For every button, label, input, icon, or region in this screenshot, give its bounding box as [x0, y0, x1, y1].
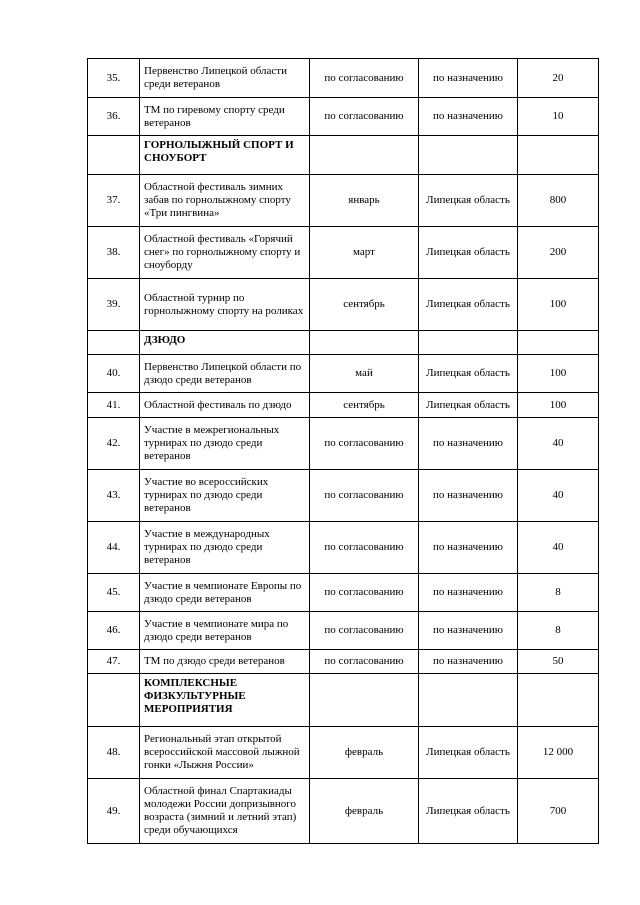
table-row	[88, 470, 599, 522]
table-row	[88, 727, 599, 779]
participant-count: 20	[518, 59, 599, 98]
event-date: по согласованию	[310, 470, 419, 522]
section-row	[88, 136, 599, 175]
event-date: февраль	[310, 779, 419, 844]
participant-count: 100	[518, 393, 599, 418]
section-row	[88, 674, 599, 727]
event-name: Участие в международных турнирах по дзюдо среди ветеранов	[140, 522, 310, 574]
event-place: Липецкая область	[419, 727, 518, 779]
table-row	[88, 355, 599, 393]
event-place: Липецкая область	[419, 175, 518, 227]
events-table	[87, 58, 599, 844]
event-date: по согласованию	[310, 418, 419, 470]
event-name: Областной фестиваль зимних забав по горнолыжному спорту «Три пингвина»	[140, 175, 310, 227]
event-place: Липецкая область	[419, 779, 518, 844]
table-row	[88, 227, 599, 279]
event-name: Областной фестиваль по дзюдо	[140, 393, 310, 418]
participant-count: 40	[518, 522, 599, 574]
event-name: Участие в чемпионате Европы по дзюдо среди ветеранов	[140, 574, 310, 612]
section-row	[88, 331, 599, 355]
table-row	[88, 59, 599, 98]
row-number: 43.	[88, 470, 140, 522]
event-date: по согласованию	[310, 98, 419, 136]
participant-count: 100	[518, 355, 599, 393]
event-date: по согласованию	[310, 574, 419, 612]
table-row	[88, 650, 599, 674]
row-number: 41.	[88, 393, 140, 418]
event-name: Участие во всероссийских турнирах по дзюдо среди ветеранов	[140, 470, 310, 522]
event-name: Региональный этап открытой всероссийской массовой лыжной гонки «Лыжня России»	[140, 727, 310, 779]
event-date: февраль	[310, 727, 419, 779]
row-number: 36.	[88, 98, 140, 136]
participant-count	[518, 136, 599, 175]
event-name: Участие в межрегиональных турнирах по дзюдо среди ветеранов	[140, 418, 310, 470]
event-place: Липецкая область	[419, 227, 518, 279]
event-place: по назначению	[419, 574, 518, 612]
event-date: сентябрь	[310, 393, 419, 418]
table-row	[88, 779, 599, 844]
row-number: 35.	[88, 59, 140, 98]
event-name: Областной фестиваль «Горячий снег» по горнолыжному спорту и сноуборду	[140, 227, 310, 279]
event-date: сентябрь	[310, 279, 419, 331]
event-name: Участие в чемпионате мира по дзюдо среди ветеранов	[140, 612, 310, 650]
participant-count: 8	[518, 574, 599, 612]
event-place: по назначению	[419, 418, 518, 470]
participant-count: 10	[518, 98, 599, 136]
event-date	[310, 136, 419, 175]
row-number: 40.	[88, 355, 140, 393]
table-row	[88, 574, 599, 612]
participant-count: 700	[518, 779, 599, 844]
row-number: 38.	[88, 227, 140, 279]
table-row	[88, 98, 599, 136]
event-place: по назначению	[419, 650, 518, 674]
participant-count: 8	[518, 612, 599, 650]
event-date: по согласованию	[310, 650, 419, 674]
event-name: ТМ по дзюдо среди ветеранов	[140, 650, 310, 674]
section-title: ДЗЮДО	[140, 331, 310, 355]
section-title: ГОРНОЛЫЖНЫЙ СПОРТ И СНОУБОРТ	[140, 136, 310, 175]
participant-count: 800	[518, 175, 599, 227]
event-name: Первенство Липецкой области среди ветеранов	[140, 59, 310, 98]
row-number: 46.	[88, 612, 140, 650]
participant-count: 50	[518, 650, 599, 674]
participant-count: 200	[518, 227, 599, 279]
participant-count	[518, 331, 599, 355]
table-row	[88, 393, 599, 418]
event-name: Областной турнир по горнолыжному спорту на роликах	[140, 279, 310, 331]
event-place: Липецкая область	[419, 279, 518, 331]
table-row	[88, 522, 599, 574]
participant-count: 12 000	[518, 727, 599, 779]
event-place: по назначению	[419, 470, 518, 522]
participant-count: 40	[518, 470, 599, 522]
participant-count	[518, 674, 599, 727]
participant-count: 100	[518, 279, 599, 331]
event-date: по согласованию	[310, 59, 419, 98]
section-title: КОМПЛЕКСНЫЕ ФИЗКУЛЬТУРНЫЕ МЕРОПРИЯТИЯ	[140, 674, 310, 727]
events-table-body	[88, 59, 599, 844]
event-place	[419, 331, 518, 355]
event-date	[310, 331, 419, 355]
table-row	[88, 612, 599, 650]
table-row	[88, 279, 599, 331]
event-date: май	[310, 355, 419, 393]
row-number: 47.	[88, 650, 140, 674]
event-place: по назначению	[419, 612, 518, 650]
row-number: 44.	[88, 522, 140, 574]
event-name: ТМ по гиревому спорту среди ветеранов	[140, 98, 310, 136]
row-number: 48.	[88, 727, 140, 779]
participant-count: 40	[518, 418, 599, 470]
row-number: 49.	[88, 779, 140, 844]
event-name: Областной финал Спартакиады молодежи России допризывного возраста (зимний и летний этап) среди обучающихся	[140, 779, 310, 844]
event-place: по назначению	[419, 59, 518, 98]
row-number: 37.	[88, 175, 140, 227]
row-number: 45.	[88, 574, 140, 612]
event-place: Липецкая область	[419, 355, 518, 393]
event-place: Липецкая область	[419, 393, 518, 418]
row-number: 39.	[88, 279, 140, 331]
event-place: по назначению	[419, 522, 518, 574]
row-number: 42.	[88, 418, 140, 470]
row-number	[88, 674, 140, 727]
row-number	[88, 331, 140, 355]
table-row	[88, 175, 599, 227]
event-place: по назначению	[419, 98, 518, 136]
event-date	[310, 674, 419, 727]
event-date: по согласованию	[310, 522, 419, 574]
table-row	[88, 418, 599, 470]
event-name: Первенство Липецкой области по дзюдо среди ветеранов	[140, 355, 310, 393]
row-number	[88, 136, 140, 175]
event-date: по согласованию	[310, 612, 419, 650]
event-date: март	[310, 227, 419, 279]
event-date: январь	[310, 175, 419, 227]
event-place	[419, 136, 518, 175]
event-place	[419, 674, 518, 727]
